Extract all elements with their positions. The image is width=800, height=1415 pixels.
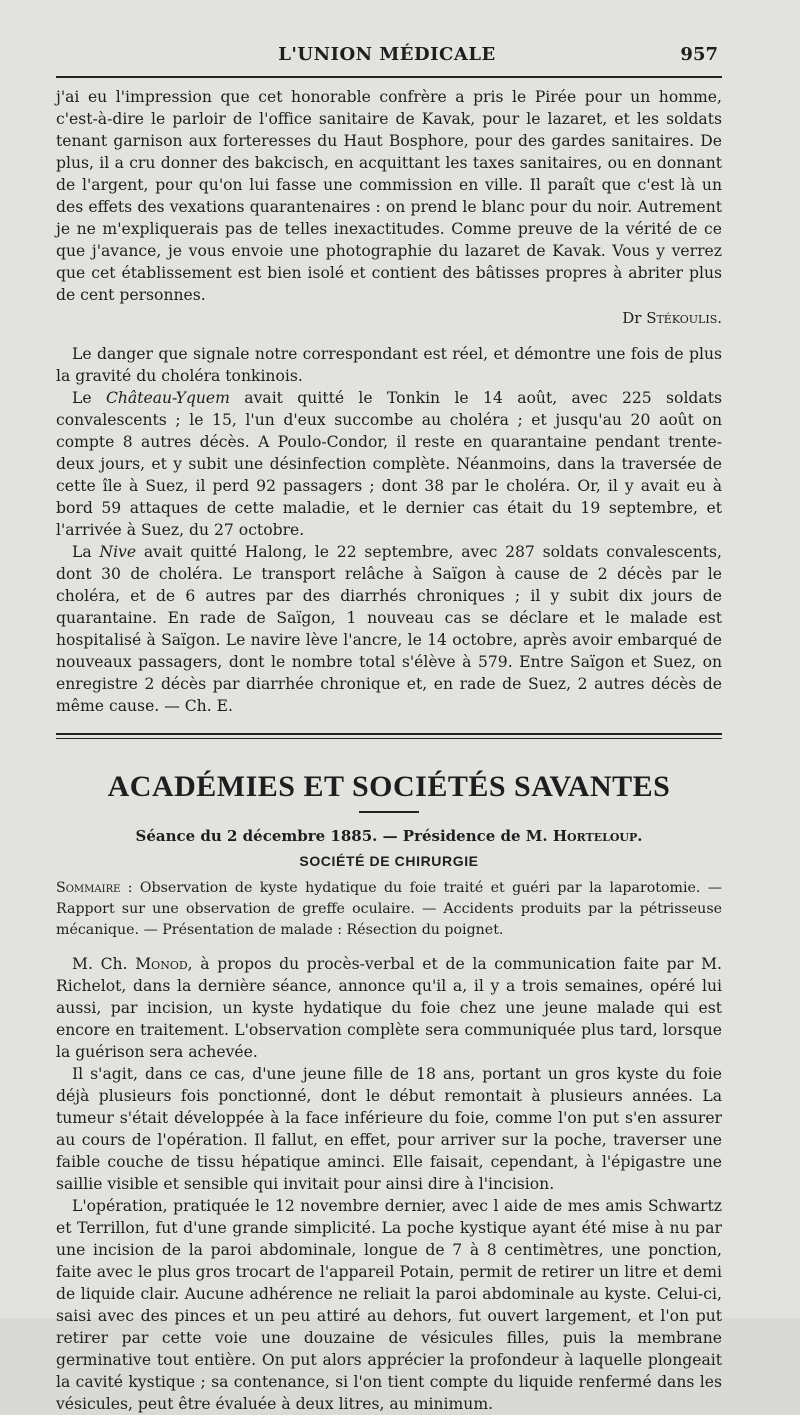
seance-line [56, 825, 722, 847]
section-paragraph-2: Il s'agit, dans ce cas, d'une jeune fille de 18 ans, portant un gros kyste du foie déjà plusieurs fois ponctionné, dont le début remontait à plusieurs années. La tumeur s'était développée à la face inférieure du foie, comme l'on put s'en assurer au cours de l'opération. Il fallut, en effet, pour arriver sur la poche, traverser une faible couche de tissu hépatique aminci. Elle faisait, cependant, à l'épigastre une saillie visible et sensible qui invitait pour ainsi dire à l'incision. [56, 1065, 722, 1193]
society-heading: SOCIÉTÉ DE CHIRURGIE [299, 853, 479, 869]
seance-president: Horteloup. [552, 827, 643, 845]
commentary-paragraph-2-text: avait quitté le Tonkin le 14 août, avec 225 soldats convalescents ; le 15, l'un d'eux succombe au choléra ; et jusqu'au 20 août on compte 8 autres décès. A Poulo-Condor, il reste en quarantaine pendant trente-deux jours, et y subit une désinfection complète. Néanmoins, dans la traversée de cette île à Suez, il perd 92 passagers ; dont 38 par le choléra. Or, il y avait eu à bord 59 attaques de cette maladie, et le dernier cas était du 19 septembre, et l'arrivée à Suez, du 27 octobre. [56, 389, 722, 539]
p1-lead: M. Ch. [72, 955, 136, 973]
page-body [56, 86, 722, 1415]
commentary-paragraph-3-text: avait quitté Halong, le 22 septembre, avec 287 soldats convalescents, dont 30 de choléra. Le transport relâche à Saïgon à cause de 2 décès par le choléra, et de 6 autres par des diarrhés chroniques ; il y subit dix jours de quarantaine. En rade de Saïgon, 1 nouveau cas se déclare et le malade est hospitalisé à Saïgon. Le navire lève l'ancre, le 14 octobre, après avoir embarqué de nouveaux passagers, dont le nombre total s'élève à 579. Entre Saïgon et Suez, on enregistre 2 décès par diarrhée chronique et, en rade de Suez, 2 autres décès de même cause. — Ch. E. [56, 543, 723, 715]
page-number: 957 [680, 44, 718, 65]
section-divider [56, 733, 722, 739]
p1-text: , à propos du procès-verbal et de la communication faite par M. Richelot, dans la dernière séance, annonce qu'il a, il y a trois semaines, opéré lui aussi, par incision, un kyste hydatique du foie chez une jeune malade qui est encore en traitement. L'observation complète sera communiquée plus tard, lorsque la guérison sera achevée. [56, 955, 722, 1061]
letter-paragraph: j'ai eu l'impression que cet honorable confrère a pris le Pirée pour un homme, c'est-à-dire le parloir de l'office sanitaire de Kavak, pour le lazaret, et les soldats tenant garnison aux forteresses du Haut Bosphore, pour des gardes sanitaires. De plus, il a cru donner des bakcisch, en acquittant les taxes sanitaires, ou en donnant de l'argent, pour qu'on lui fasse une commission en ville. Il paraît que c'est là un des effets des vexations quarantenaires : on prend le blanc pour du noir. Autrement je ne m'expliquerais pas de telles inexactitudes. Comme preuve de la vérité de ce que j'avance, je vous envoie une photographie du lazaret de Kavak. Vous y verrez que cet établissement est bien isolé et contient des bâtisses propres à abriter plus de cent personnes. [56, 88, 722, 304]
section-paragraph-3: L'opération, pratiquée le 12 novembre dernier, avec l aide de mes amis Schwartz et Terrillon, fut d'une grande simplicité. La poche kystique ayant été mise à nu par une incision de la paroi abdominale, longue de 7 à 8 centimètres, une ponction, faite avec le plus gros trocart de l'appareil Potain, permit de retirer un litre et demi de liquide clair. Aucune adhérence ne reliait la paroi abdominale au kyste. Celui-ci, saisi avec des pinces et un peu attiré au dehors, fut ouvert largement, et l'on put retirer par cette voie une douzaine de vésicules filles, puis la membrane germinative tout entière. On put alors apprécier la profondeur à laquelle plongeait la cavité kystique ; sa contenance, si l'on tient compte du liquide renfermé dans les vésicules, peut être évaluée à deux litres, au minimum. [56, 1197, 722, 1413]
page-header [56, 44, 718, 68]
section-paragraph-1 [56, 953, 722, 1063]
ship-name-nive: Nive [99, 543, 137, 561]
sommaire [56, 878, 722, 941]
commentary-paragraph-3: La Nive avait quitté Halong, le 22 septembre, avec 287 soldats convalescents, dont 30 de choléra. Le transport relâche à Saïgon à cause de 2 décès par le choléra, et de 6 autres par des diarrhés chroniques ; il y subit dix jours de quarantaine. En rade de Saïgon, 1 nouveau cas se déclare et le malade est hospitalisé à Saïgon. Le navire lève l'ancre, le 14 octobre, après avoir embarqué de nouveaux passagers, dont le nombre total s'élève à 579. Entre Saïgon et Suez, on enregistre 2 décès par diarrhée chronique et, en rade de Suez, 2 autres décès de même cause. — Ch. E. [56, 543, 723, 715]
running-title: L'UNION MÉDICALE [278, 44, 496, 65]
section-title: ACADÉMIES ET SOCIÉTÉS SAVANTES [107, 770, 671, 803]
p1-name: Monod [135, 955, 188, 973]
sommaire-text: : Observation de kyste hydatique du foie traité et guéri par la laparotomie. — Rapport sur une observation de greffe oculaire. — Accidents produits par la pétrisseuse mécanique. — Présentation de malade : Résection du poignet. [56, 880, 722, 938]
section-body [56, 953, 722, 1415]
header-rule [56, 76, 722, 78]
seance-text: Séance du 2 décembre 1885. — Présidence de M. [135, 827, 553, 845]
letter-signature [56, 307, 722, 329]
signature-name: Stékoulis. [646, 309, 722, 327]
ship-name-chateau-yquem: Château-Yquem [105, 389, 230, 407]
signature-prefix: Dr [622, 309, 642, 327]
commentary-paragraph-1: Le danger que signale notre correspondant est réel, et démontre une fois de plus la gravité du choléra tonkinois. [56, 345, 722, 385]
sommaire-label: Sommaire [56, 880, 121, 896]
title-underline [359, 811, 419, 813]
commentary-paragraph-2: Le Château-Yquem avait quitté le Tonkin le 14 août, avec 225 soldats convalescents ; le 15, l'un d'eux succombe au choléra ; et jusqu'au 20 août on compte 8 autres décès. A Poulo-Condor, il reste en quarantaine pendant trente-deux jours, et y subit une désinfection complète. Néanmoins, dans la traversée de cette île à Suez, il perd 92 passagers ; dont 38 par le choléra. Or, il y avait eu à bord 59 attaques de cette maladie, et le dernier cas était du 19 septembre, et l'arrivée à Suez, du 27 octobre. [56, 389, 722, 539]
